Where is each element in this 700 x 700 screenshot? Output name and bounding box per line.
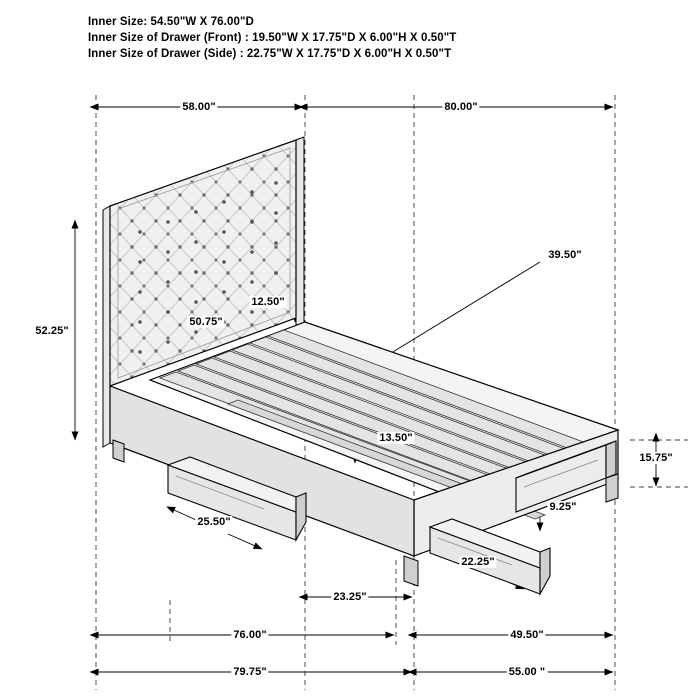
bed-illustration bbox=[103, 137, 618, 594]
dim-headboard-panel-height: 50.75" bbox=[189, 316, 223, 328]
dim-deck-height: 15.75" bbox=[639, 452, 673, 464]
dim-overall-width: 55.00 " bbox=[508, 666, 546, 678]
dim-drawer-height: 9.25" bbox=[549, 501, 577, 513]
spec-line-drawer-front: Inner Size of Drawer (Front) : 19.50"W X 17.75"D X 6.00"H X 0.50"T bbox=[88, 32, 457, 44]
dim-bed-length-top: 80.00" bbox=[444, 101, 478, 113]
spec-line-drawer-side: Inner Size of Drawer (Side) : 22.75"W X 17.75"D X 6.00"H X 0.50"T bbox=[88, 48, 452, 60]
dim-side-drawer-width: 25.50" bbox=[197, 516, 231, 528]
dim-overall-length: 79.75" bbox=[233, 666, 267, 678]
dim-headboard-to-rail: 12.50" bbox=[251, 296, 285, 308]
dim-overall-height: 52.25" bbox=[35, 325, 69, 337]
dim-bed-length-bottom: 76.00" bbox=[233, 629, 267, 641]
dim-headboard-width: 58.00" bbox=[182, 101, 216, 113]
dim-side-rail-depth: 39.50" bbox=[548, 249, 582, 261]
dim-bed-width-bottom: 49.50" bbox=[510, 629, 544, 641]
dim-foot-drawer-width: 22.25" bbox=[461, 556, 495, 568]
spec-line-inner-size: Inner Size: 54.50"W X 76.00"D bbox=[88, 16, 254, 28]
dim-slat-clearance: 13.50" bbox=[379, 432, 413, 444]
dim-drawer-gap: 23.25" bbox=[333, 591, 367, 603]
